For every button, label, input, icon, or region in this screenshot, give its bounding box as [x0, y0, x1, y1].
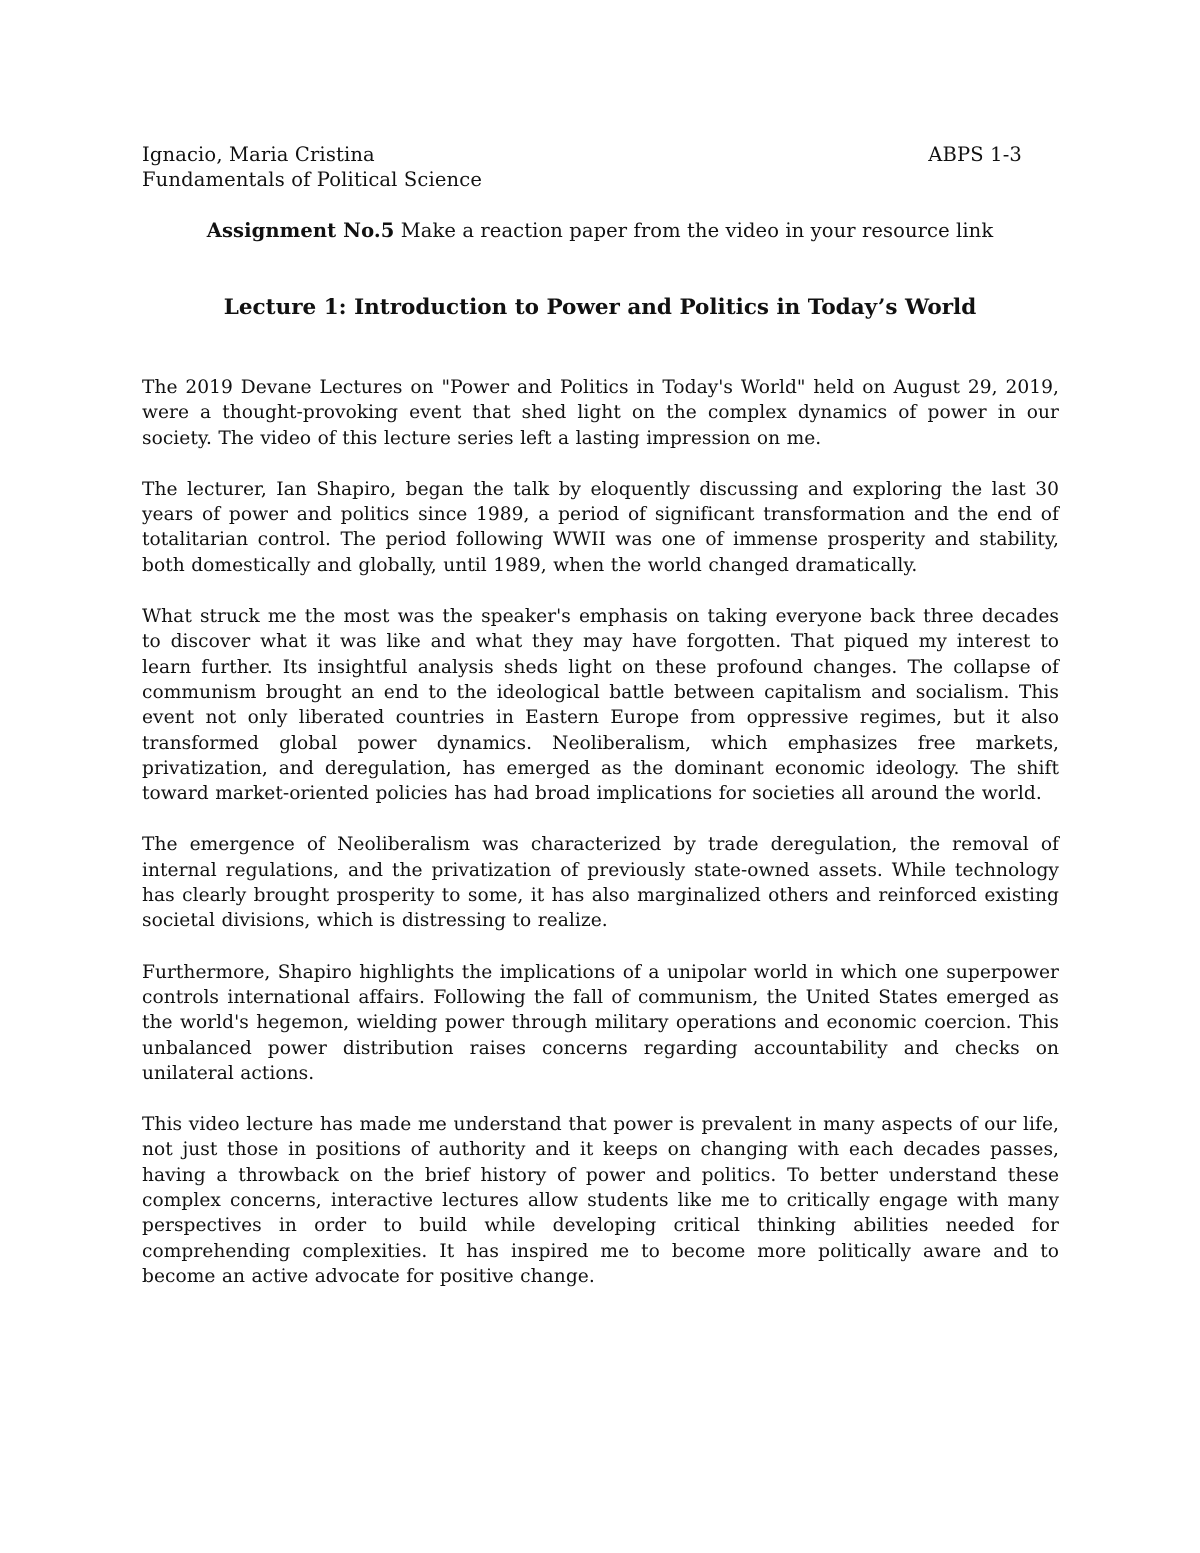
paragraph-1: The 2019 Devane Lectures on "Power and Politics in Today's World" held on August 29, 2019, were a thought-provoking event that shed light on the complex dynamics of power in our society. The video of this lecture series left a lasting impression on me.: [142, 377, 1059, 449]
assignment-instruction: Make a reaction paper from the video in your resource link: [400, 219, 994, 242]
body-text: [142, 375, 1059, 1315]
paragraph-6: This video lecture has made me understand that power is prevalent in many aspects of our life, not just those in positions of authority and it keeps on changing with each decades passes, having a throwback on the brief history of power and politics. To better understand these complex concerns, interactive lectures allow students like me to critically engage with many perspectives in order to build while developing critical thinking abilities needed for comprehending complexities. It has inspired me to become more politically aware and to become an active advocate for positive change.: [142, 1114, 1059, 1287]
header-row: [142, 142, 1022, 167]
paragraph-4: The emergence of Neoliberalism was characterized by trade deregulation, the removal of internal regulations, and the privatization of previously state-owned assets. While technology has clearly brought prosperity to some, it has also marginalized others and reinforced existing societal divisions, which is distressing to realize.: [142, 834, 1059, 932]
lecture-title: Lecture 1: Introduction to Power and Politics in Today’s World: [223, 295, 977, 320]
author-name: Ignacio, Maria Cristina: [142, 143, 375, 166]
class-section: ABPS 1-3: [928, 143, 1022, 166]
paragraph-5: Furthermore, Shapiro highlights the implications of a unipolar world in which one superpower controls international affairs. Following the fall of communism, the United States emerged as the world's hegemon, wielding power through military operations and economic coercion. This unbalanced power distribution raises concerns regarding accountability and checks on unilateral actions.: [142, 961, 1059, 1084]
subject-name: Fundamentals of Political Science: [142, 168, 483, 191]
assignment-line: [142, 218, 1058, 243]
paragraph-3: What struck me the most was the speaker's emphasis on taking everyone back three decades to discover what it was like and what they may have forgotten. That piqued my interest to learn further. Its insightful analysis sheds light on these profound changes. The collapse of communism brought an end to the ideological battle between capitalism and socialism. This event not only liberated countries in Eastern Europe from oppressive regimes, but it also transformed global power dynamics. Neoliberalism, which emphasizes free markets, privatization, and deregulation, has emerged as the dominant economic ideology. The shift toward market-oriented policies has had broad implications for societies all around the world.: [142, 606, 1059, 805]
assignment-label: Assignment No.5: [206, 219, 395, 242]
paragraph-2: The lecturer, Ian Shapiro, began the talk by eloquently discussing and exploring the last 30 years of power and politics since 1989, a period of significant transformation and the end of totalitarian control. The period following WWII was one of immense prosperity and stability, both domestically and globally, until 1989, when the world changed dramatically.: [142, 478, 1059, 576]
